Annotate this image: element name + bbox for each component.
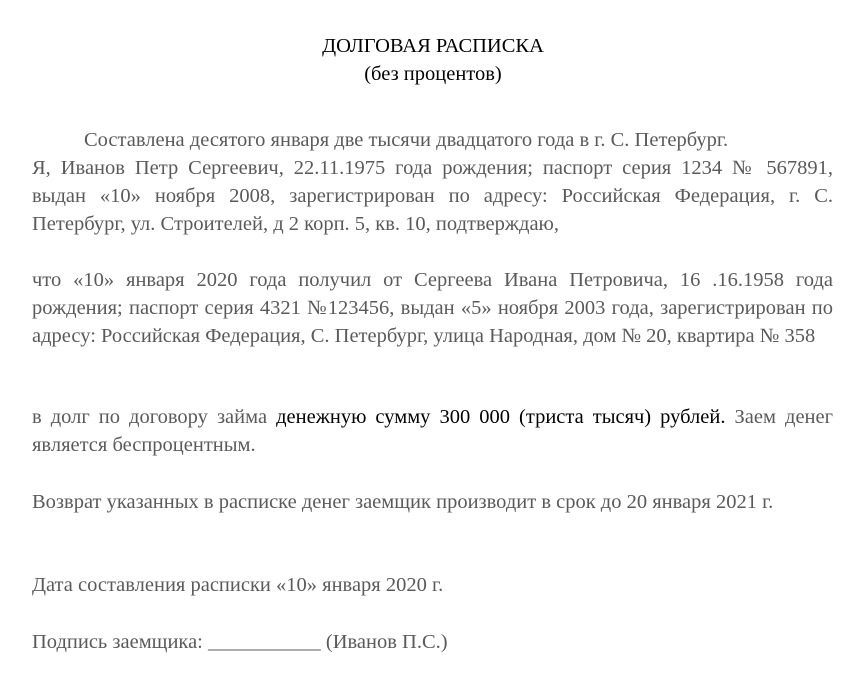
document-title: ДОЛГОВАЯ РАСПИСКА <box>322 35 544 57</box>
paragraph-repayment-terms: Возврат указанных в расписке денег заемщик производит в срок до 20 января 2021 г. <box>32 491 774 513</box>
loan-interest-note: Заем денег является беспроцентным. <box>32 406 834 456</box>
paragraph-lender-info: что «10» января 2020 года получил от Сергеева Ивана Петровича, 16 .16.1958 года рождения; паспорт серия 4321 №123456, выдан «5» ноября 2003 года, зарегистрирован по адресу: Российская Федерация, С. Петербург, улица Народная, дом № 20, квартира № 358 <box>32 269 833 347</box>
paragraph-borrower-details: Я, Иванов Петр Сергеевич, 22.11.1975 года рождения; паспорт серия 1234 № 567891, выдан «10» ноября 2008, зарегистрирован по адресу: Российская Федерация, г. С. Петербург, ул. Строителей, д 2 корп. 5, кв. 10, подтверждаю, <box>32 157 833 235</box>
signature-line: Подпись заемщика: ___________ (Иванов П.С.) <box>32 631 448 653</box>
loan-amount-value: денежную сумму 300 000 (триста тысяч) рублей. <box>276 406 726 428</box>
loan-amount-prefix: в долг по договору займа <box>32 406 268 428</box>
paragraph-opening-line: Составлена десятого января две тысячи двадцатого года в г. С. Петербург. <box>84 129 729 151</box>
document-subtitle: (без процентов) <box>364 63 502 85</box>
paragraph-borrower-info <box>32 126 833 238</box>
document-date-line: Дата составления расписки «10» января 2020 г. <box>32 574 444 596</box>
paragraph-loan-amount <box>32 403 833 459</box>
